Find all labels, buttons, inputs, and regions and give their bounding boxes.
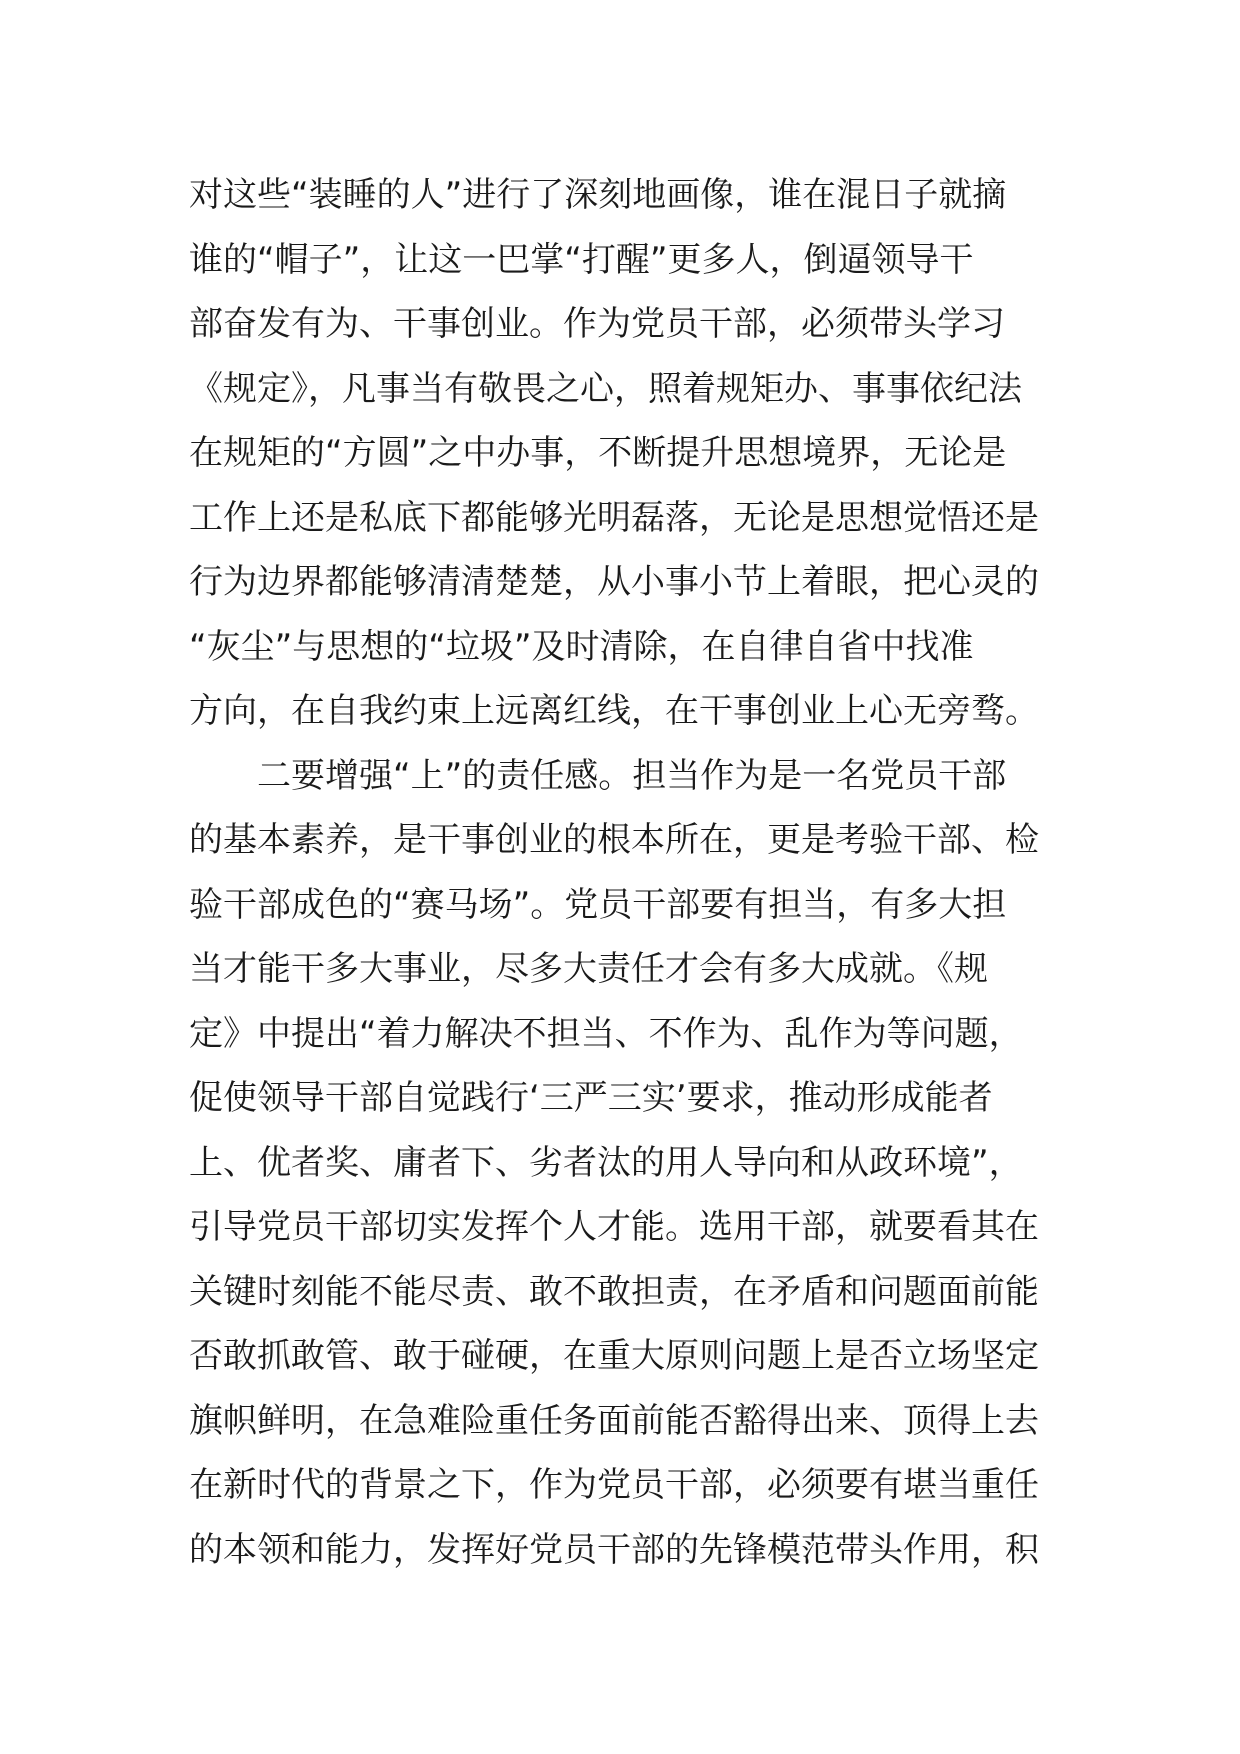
text-line: 的本领和能力，发挥好党员干部的先锋模范带头作用，积	[189, 1529, 1039, 1570]
text-line: 在新时代的背景之下，作为党员干部，必须要有堪当重任	[189, 1465, 1039, 1505]
text-line: 旗帜鲜明，在急难险重任务面前能否豁得出来、顶得上去	[189, 1400, 1039, 1441]
text-line: 定》中提出“着力解决不担当、不作为、乱作为等问题，	[189, 1013, 1023, 1054]
text-line: 促使领导干部自觉践行‘三严三实’要求，推动形成能者	[189, 1078, 993, 1118]
body-text	[189, 163, 1059, 1582]
text-line: 验干部成色的“赛马场”。党员干部要有担当，有多大担	[189, 884, 1007, 925]
text-line: 当才能干多大事业，尽多大责任才会有多大成就。《规	[189, 949, 988, 989]
text-line: 关键时刻能不能尽责、敢不敢担责，在矛盾和问题面前能	[189, 1271, 1039, 1312]
text-line: 引导党员干部切实发挥个人才能。选用干部，就要看其在	[189, 1207, 1039, 1247]
text-line: 对这些“装睡的人”进行了深刻地画像，谁在混日子就摘	[189, 175, 1007, 215]
text-line: 否敢抓敢管、敢于碰硬，在重大原则问题上是否立场坚定	[189, 1336, 1039, 1376]
text-line: 《规定》，凡事当有敬畏之心，照着规矩办、事事依纪法	[189, 368, 1022, 409]
text-line: “灰尘”与思想的“垃圾”及时清除，在自律自省中找准	[189, 626, 974, 667]
text-line: 在规矩的“方圆”之中办事，不断提升思想境界，无论是	[189, 433, 1007, 473]
text-line: 方向，在自我约束上远离红线，在干事创业上心无旁骛。	[189, 691, 1039, 731]
text-line: 行为边界都能够清清楚楚，从小事小节上着眼，把心灵的	[189, 562, 1039, 602]
text-line: 部奋发有为、干事创业。作为党员干部，必须带头学习	[189, 304, 1005, 344]
text-line: 工作上还是私底下都能够光明磊落，无论是思想觉悟还是	[189, 497, 1039, 538]
paragraph-start-line: 二要增强“上”的责任感。担当作为是一名党员干部	[257, 755, 1007, 796]
text-line: 的基本素养，是干事创业的根本所在，更是考验干部、检	[189, 820, 1039, 860]
text-line: 上、优者奖、庸者下、劣者汰的用人导向和从政环境”，	[189, 1142, 1023, 1183]
text-line: 谁的“帽子”，让这一巴掌“打醒”更多人，倒逼领导干	[189, 239, 974, 280]
